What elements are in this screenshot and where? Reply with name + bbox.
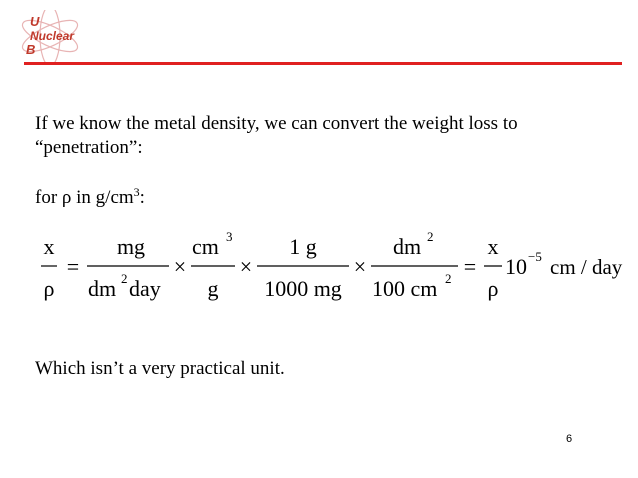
- f2-numerator: cm: [192, 234, 219, 259]
- lhs-numerator: x: [43, 234, 55, 259]
- coefficient: 10: [505, 254, 527, 279]
- density-superscript: 3: [133, 185, 140, 199]
- f3-denominator: 1000 mg: [264, 276, 342, 301]
- page-number: 6: [566, 433, 573, 445]
- density-prefix: for ρ in g/cm: [35, 187, 134, 208]
- coefficient-exponent: −5: [528, 249, 542, 264]
- f2-denominator: g: [207, 276, 219, 301]
- rhs-numerator: x: [487, 234, 499, 259]
- conclusion-text: Which isn’t a very practical unit.: [35, 358, 285, 379]
- f2-numerator-sup: 3: [226, 229, 233, 244]
- f4-denominator-sup: 2: [445, 271, 452, 286]
- f3-numerator: 1 g: [289, 234, 317, 259]
- times-sign-3: ×: [353, 254, 367, 279]
- body-paragraph: If we know the metal density, we can convert the weight loss to “penetration”:: [35, 113, 518, 158]
- rate-unit: cm / day: [550, 255, 623, 279]
- logo-text-line2: Nuclear: [30, 29, 75, 43]
- f4-numerator: dm: [393, 234, 422, 259]
- f1-denominator-sup: 2: [121, 271, 128, 286]
- logo-text-line3: B: [26, 42, 36, 57]
- lhs-denominator: ρ: [43, 276, 55, 301]
- times-sign-1: ×: [173, 254, 187, 279]
- f1-denominator-b: day: [129, 276, 161, 301]
- f1-denominator-a: dm: [88, 276, 117, 301]
- equals-sign-2: =: [463, 254, 477, 279]
- rhs-denominator: ρ: [487, 276, 499, 301]
- f4-denominator: 100 cm: [372, 276, 438, 301]
- f1-numerator: mg: [116, 234, 146, 259]
- f4-numerator-sup: 2: [427, 229, 434, 244]
- equals-sign-1: =: [66, 254, 80, 279]
- density-suffix: :: [139, 187, 145, 208]
- logo-text-line1: U: [30, 14, 40, 29]
- times-sign-2: ×: [239, 254, 253, 279]
